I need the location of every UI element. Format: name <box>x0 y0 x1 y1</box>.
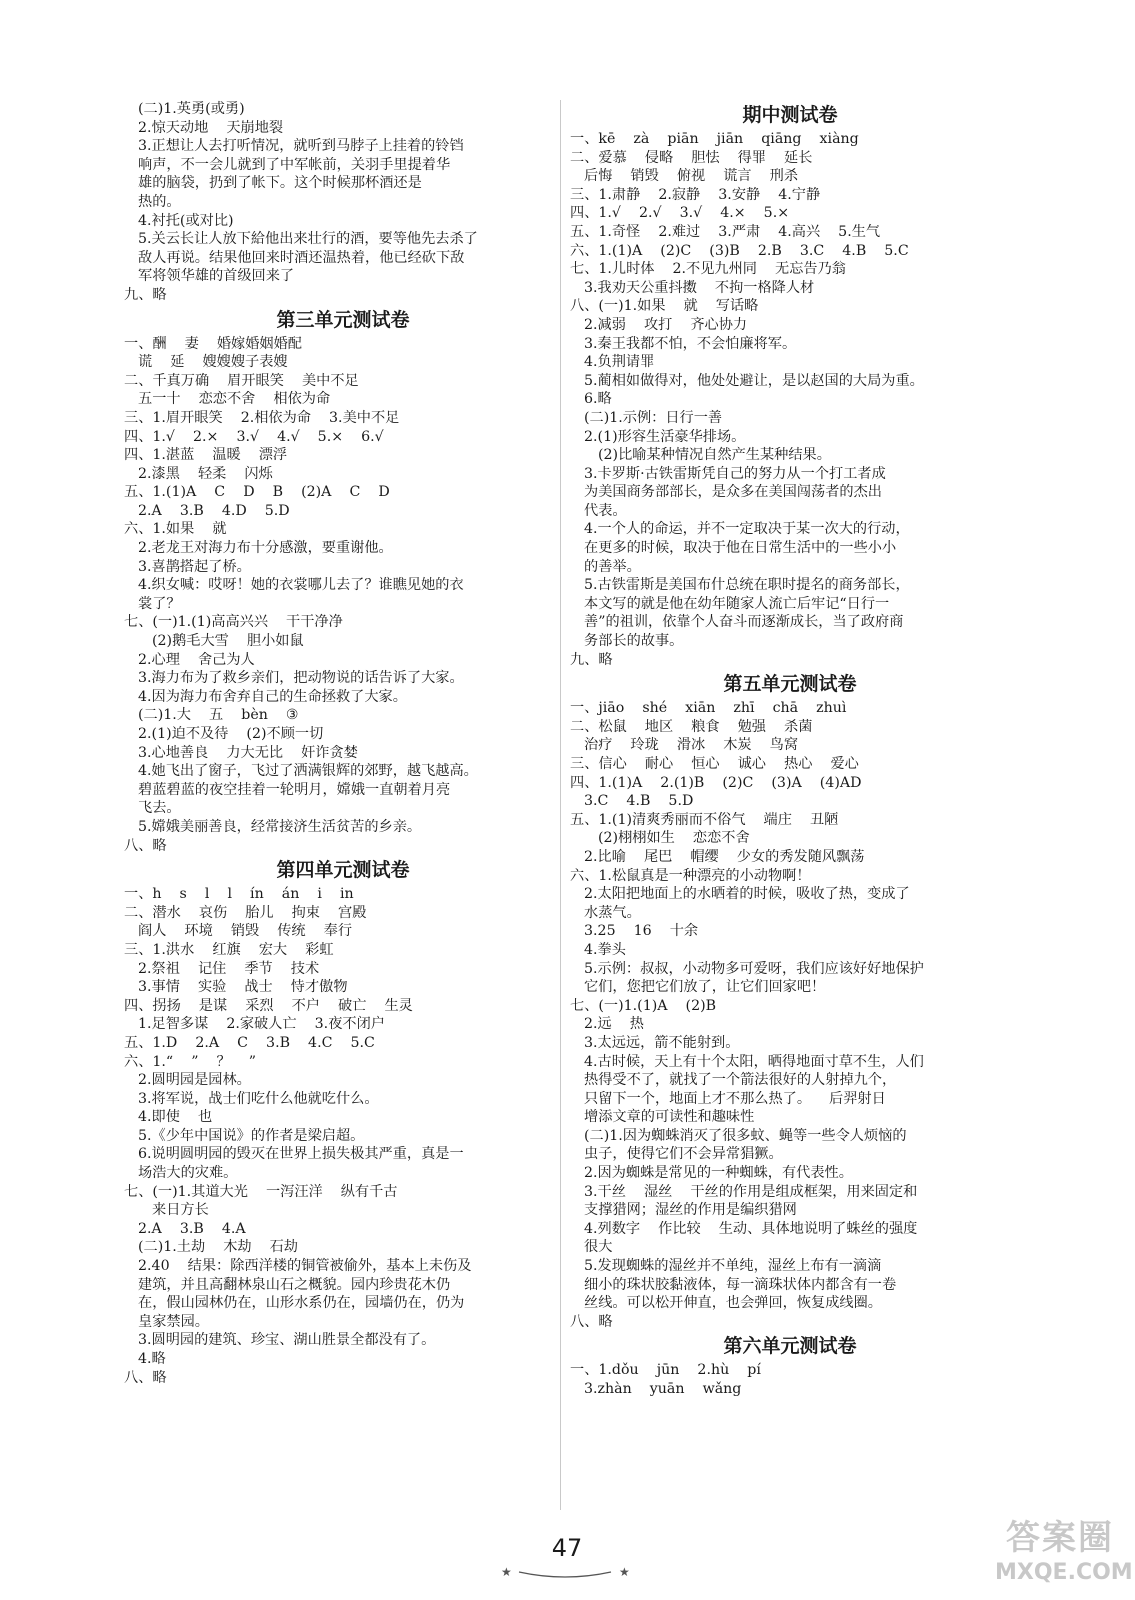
answer-line: 2.圆明园是园林。 <box>138 1072 251 1089</box>
answer-line: 支撑猎网；湿丝的作用是编织猎网 <box>584 1202 797 1219</box>
answer-line: 响声，不一会儿就到了中军帐前，关羽手里提着华 <box>138 156 451 173</box>
answer-line: 四、1.√ 2.√ 3.√ 4.× 5.× <box>570 205 790 222</box>
answer-line: 3.C 4.B 5.D <box>584 793 694 810</box>
watermark-en: MXQE.COM <box>995 1560 1133 1585</box>
answer-line: 2.祭祖 记住 季节 技术 <box>138 960 320 977</box>
answer-line: 3.事情 实验 战士 恃才傲物 <box>138 979 348 996</box>
answer-line: 2.减弱 攻打 齐心协力 <box>584 316 748 333</box>
answer-line: 2.(1)迫不及待 (2)不顾一切 <box>138 726 324 742</box>
answer-line: 4.衬托(或对比) <box>138 212 234 229</box>
answer-line: 四、拐扬 是谋 采烈 不户 破亡 生灵 <box>124 997 413 1014</box>
answer-line: 热的。 <box>138 193 181 210</box>
star-icon-right: ★ <box>619 1565 630 1579</box>
answer-line: 细小的珠状胶黏液体，每一滴珠状体内都含有一卷 <box>584 1276 897 1293</box>
answer-line: 4.她飞出了窗子，飞过了洒满银辉的郊野，越飞越高。 <box>138 763 478 780</box>
answer-line: 3.将军说，战士们吃什么他就吃什么。 <box>138 1090 379 1107</box>
answer-line: 5.发现蜘蛛的湿丝并不单纯，湿丝上布有一滴滴 <box>584 1258 882 1275</box>
footer-decoration <box>485 1560 645 1584</box>
answer-line: 在更多的时候，取决于他在日常生活中的一些小小 <box>584 540 897 557</box>
answer-line: 3.秦王我都不怕，不会怕廉将军。 <box>584 335 797 352</box>
answer-line: 3.海力布为了救乡亲们，把动物说的话告诉了大家。 <box>138 670 464 687</box>
answer-line: 五一十 恋恋不舍 相依为命 <box>138 391 331 408</box>
answer-line: 一、酬 妻 婚嫁婚姻婚配 <box>124 335 302 352</box>
answer-line: 它们，您把它们放了，让它们回家吧！ <box>584 979 826 996</box>
answer-line: 一、jiāo shé xiān zhī chā zhuì <box>570 700 847 717</box>
answer-line: 4.织女喊：哎呀！她的衣裳哪儿去了？谁瞧见她的衣 <box>138 577 464 594</box>
answer-line: 五、1.(1)清爽秀丽而不俗气 端庄 丑陋 <box>570 811 839 828</box>
answer-line: 在，假山园林仍在，山形水系仍在，园墙仍在，仍为 <box>138 1295 465 1312</box>
answer-line: 九、略 <box>570 651 613 668</box>
answer-line: 2.老龙王对海力布十分感激，要重谢他。 <box>138 540 393 557</box>
answer-line: 二、千真万确 眉开眼笑 美中不足 <box>124 372 359 389</box>
answer-line: 一、h s l l ín án i in <box>124 886 354 903</box>
answer-line: 2.A 3.B 4.A <box>138 1220 246 1237</box>
answer-line: 5.嫦娥美丽善良，经常接济生活贫苦的乡亲。 <box>138 818 422 835</box>
answer-line: 九、略 <box>124 286 167 303</box>
answer-line: 飞去。 <box>138 800 181 817</box>
answer-line: 2.比喻 尾巴 帽缨 少女的秀发随风飘荡 <box>584 848 865 865</box>
answer-line: 3.喜鹊搭起了桥。 <box>138 558 251 575</box>
answer-line: (二)1.示例：日行一善 <box>584 409 723 426</box>
answer-line: 八、略 <box>124 1369 167 1386</box>
answer-line: 三、信心 耐心 恒心 诚心 热心 爱心 <box>570 756 859 772</box>
answer-line: 三、1.洪水 红旗 宏大 彩虹 <box>124 941 334 958</box>
column-divider <box>560 100 561 1510</box>
answer-line: 建筑，并且高翻林泉山石之概貌。园内珍贵花木仍 <box>138 1276 451 1293</box>
answer-line: 6.说明圆明园的毁灭在世界上损失极其严重，真是一 <box>138 1146 464 1163</box>
answer-line: 六、1.松鼠真是一种漂亮的小动物啊！ <box>570 867 811 884</box>
answer-line: 皇家禁园。 <box>138 1313 209 1330</box>
answer-line: 一、kē zà piān jiān qiāng xiàng <box>570 131 859 147</box>
answer-line: 4.一个人的命运，并不一定取决于某一次大的行动， <box>584 521 910 538</box>
answer-line: 四、1.湛蓝 温暖 漂浮 <box>124 447 288 464</box>
answer-line: (二)1.因为蜘蛛消灭了很多蚊、蝇等一些令人烦恼的 <box>584 1127 907 1144</box>
watermark-logo <box>995 1516 1133 1592</box>
answer-line: 4.略 <box>138 1351 166 1367</box>
answer-line: 4.拳头 <box>584 941 626 958</box>
answer-line: 很大 <box>584 1239 613 1256</box>
answer-line: 来日方长 <box>152 1202 209 1219</box>
answer-line: 四、1.√ 2.× 3.√ 4.√ 5.× 6.√ <box>124 428 384 445</box>
answer-line: 二、潜水 哀伤 胎儿 拘束 宫殿 <box>124 904 367 921</box>
answer-line: 五、1.D 2.A C 3.B 4.C 5.C <box>124 1034 375 1051</box>
answer-line: 3.我劝天公重抖擞 不拘一格降人材 <box>584 279 815 296</box>
answer-line: 6.略 <box>584 391 612 408</box>
answer-line: 一、1.dǒu jūn 2.hù pí <box>570 1362 761 1379</box>
answer-line: 善”的祖训，依靠个人奋斗而逐渐成长，当了政府商 <box>584 614 904 631</box>
answer-line: 5.蔺相如做得对，他处处避让，是以赵国的大局为重。 <box>584 372 924 389</box>
answer-line: 二、松鼠 地区 粮食 勉强 杀菌 <box>570 718 813 735</box>
answer-line: 六、1.如果 就 <box>124 521 227 538</box>
answer-line: 2.A 3.B 4.D 5.D <box>138 502 290 519</box>
answer-line: 3.正想让人去打听情况，就听到马脖子上挂着的铃铛 <box>138 138 464 155</box>
answer-line: 3.干丝 湿丝 干丝的作用是组成框架，用来固定和 <box>584 1183 918 1200</box>
answer-line: 5.古铁雷斯是美国布什总统在职时提名的商务部长， <box>584 577 910 594</box>
answer-line: 务部长的故事。 <box>584 633 684 650</box>
answer-line: 八、(一)1.如果 就 写话略 <box>570 298 759 315</box>
answer-line: 2.太阳把地面上的水晒着的时候，吸收了热，变成了 <box>584 886 910 903</box>
section-heading: 第四单元测试卷 <box>276 859 410 882</box>
page-number: 47 <box>551 1534 583 1562</box>
answer-line: (二)1.英勇(或勇) <box>138 101 245 117</box>
answer-line: (二)1.土劫 木劫 石劫 <box>138 1239 298 1256</box>
section-heading: 第三单元测试卷 <box>276 308 410 331</box>
answer-line: 阎人 环境 销毁 传统 奉行 <box>138 923 353 940</box>
answer-line: 2.远 热 <box>584 1016 644 1033</box>
answer-line: 碧蓝碧蓝的夜空挂着一轮明月，嫦娥一直朝着月亮 <box>138 781 451 798</box>
answer-line: 本文写的就是他在幼年随家人流亡后牢记“日行一 <box>584 595 890 612</box>
answer-line: 军将领华雄的首级回来了 <box>138 268 295 285</box>
answer-line: 4.古时候，天上有十个太阳，晒得地面寸草不生，人们 <box>584 1053 924 1070</box>
answer-line: 虫子，使得它们不会异常猖獗。 <box>584 1146 783 1163</box>
answer-line: 敌人再说。结果他回来时酒还温热着，他已经砍下敌 <box>138 249 465 266</box>
answer-line: 4.因为海力布舍弃自己的生命拯救了大家。 <box>138 688 407 705</box>
answer-line: 5.《少年中国说》的作者是梁启超。 <box>138 1127 365 1144</box>
answer-line: 5.示例：叔叔，小动物多可爱呀，我们应该好好地保护 <box>584 960 924 977</box>
answer-line: 2.因为蜘蛛是常见的一种蜘蛛，有代表性。 <box>584 1165 853 1182</box>
answer-line: (2)鹅毛大雪 胆小如鼠 <box>152 633 304 650</box>
answer-line: 3.心地善良 力大无比 奸诈贪婪 <box>138 744 358 761</box>
answer-line: 2.40 结果：除西洋楼的铜管被偷外，基本上未伤及 <box>138 1258 472 1275</box>
answer-line: 八、略 <box>570 1313 613 1330</box>
answer-line: 八、略 <box>124 837 167 854</box>
answer-line: 3.卡罗斯·古铁雷斯凭自己的努力从一个打工者成 <box>584 465 886 482</box>
answer-line: (2)栩栩如生 恋恋不舍 <box>598 830 750 847</box>
answer-line: (2)比喻某种情况自然产生某种结果。 <box>598 447 831 464</box>
section-heading: 第五单元测试卷 <box>723 673 857 696</box>
answer-line: 3.25 16 十余 <box>584 923 699 940</box>
answer-line: 六、1.“ ” ？ ” <box>124 1053 256 1070</box>
answer-line: 后悔 销毁 俯视 谎言 刑杀 <box>584 168 799 185</box>
answer-line: 五、1.奇怪 2.难过 3.严肃 4.高兴 5.生气 <box>570 223 881 240</box>
answer-line: 治疗 玲珑 滑冰 木炭 鸟窝 <box>584 737 799 754</box>
answer-line: 的善举。 <box>584 558 641 575</box>
answer-line: 谎 延 嫂嫂嫂子表嫂 <box>138 354 288 371</box>
answer-line: 五、1.(1)A C D B (2)A C D <box>124 484 390 501</box>
answer-line: 3.太远远，箭不能射到。 <box>584 1034 740 1051</box>
answer-line: (二)1.大 五 bèn ③ <box>138 707 299 724</box>
watermark-cn: 答案圈 <box>1006 1518 1114 1558</box>
answer-line: 雄的脑袋，扔到了帐下。这个时候那杯酒还是 <box>138 175 422 192</box>
answer-line: 七、(一)1.(1)高高兴兴 干干净净 <box>124 614 343 631</box>
answer-line: 七、1.儿时体 2.不见九州同 无忘告乃翁 <box>570 261 846 278</box>
answer-line: 2.惊天动地 天崩地裂 <box>138 119 284 136</box>
answer-line: 热得受不了，就找了一个箭法很好的人射掉九个， <box>584 1072 897 1089</box>
answer-line: 七、(一)1.(1)A (2)B <box>570 997 717 1014</box>
answer-line: 4.列数字 作比较 生动、具体地说明了蛛丝的强度 <box>584 1220 918 1237</box>
answer-line: 水蒸气。 <box>584 904 641 921</box>
answer-line: 场浩大的灾难。 <box>138 1165 238 1182</box>
answer-line: 5.关云长让人放下給他出来壮行的酒，要等他先去杀了 <box>138 231 478 248</box>
answer-line: 代表。 <box>584 502 627 519</box>
answer-line: 增添文章的可读性和趣味性 <box>584 1109 755 1126</box>
star-icon-left: ★ <box>501 1565 512 1579</box>
section-heading: 第六单元测试卷 <box>723 1335 857 1358</box>
answer-line: 3.圆明园的建筑、珍宝、湖山胜景全都没有了。 <box>138 1332 436 1349</box>
answer-line: 只留下一个，地面上才不那么热了。 后羿射日 <box>584 1090 886 1107</box>
answer-line: 3.zhàn yuān wǎng <box>584 1381 742 1397</box>
answer-line: 2.(1)形容生活豪华排场。 <box>584 428 746 445</box>
answer-line: 裳了？ <box>138 595 181 612</box>
answer-column-right <box>570 100 1010 1399</box>
answer-line: 1.足智多谋 2.家破人亡 3.夜不闭户 <box>138 1016 385 1033</box>
answer-line: 2.漆黑 轻柔 闪烁 <box>138 465 273 482</box>
answer-line: 4.负荆请罪 <box>584 354 655 371</box>
answer-column-left <box>124 100 562 1387</box>
answer-line: 三、1.肃静 2.寂静 3.安静 4.宁静 <box>570 186 821 203</box>
answer-line: 为美国商务部部长，是众多在美国闯荡者的杰出 <box>584 484 882 501</box>
answer-line: 四、1.(1)A 2.(1)B (2)C (3)A (4)AD <box>570 774 862 791</box>
answer-line: 4.即使 也 <box>138 1109 213 1126</box>
answer-line: 三、1.眉开眼笑 2.相依为命 3.美中不足 <box>124 409 400 426</box>
answer-line: 六、1.(1)A (2)C (3)B 2.B 3.C 4.B 5.C <box>570 242 909 259</box>
answer-line: 七、(一)1.其道大光 一泻汪洋 纵有千古 <box>124 1183 398 1200</box>
answer-line: 二、爱慕 侵略 胆怯 得罪 延长 <box>570 149 813 166</box>
section-heading: 期中测试卷 <box>742 104 838 126</box>
answer-line: 2.心理 舍己为人 <box>138 651 255 668</box>
answer-line: 丝线。可以松开伸直，也会弹回，恢复成线圈。 <box>584 1295 882 1312</box>
